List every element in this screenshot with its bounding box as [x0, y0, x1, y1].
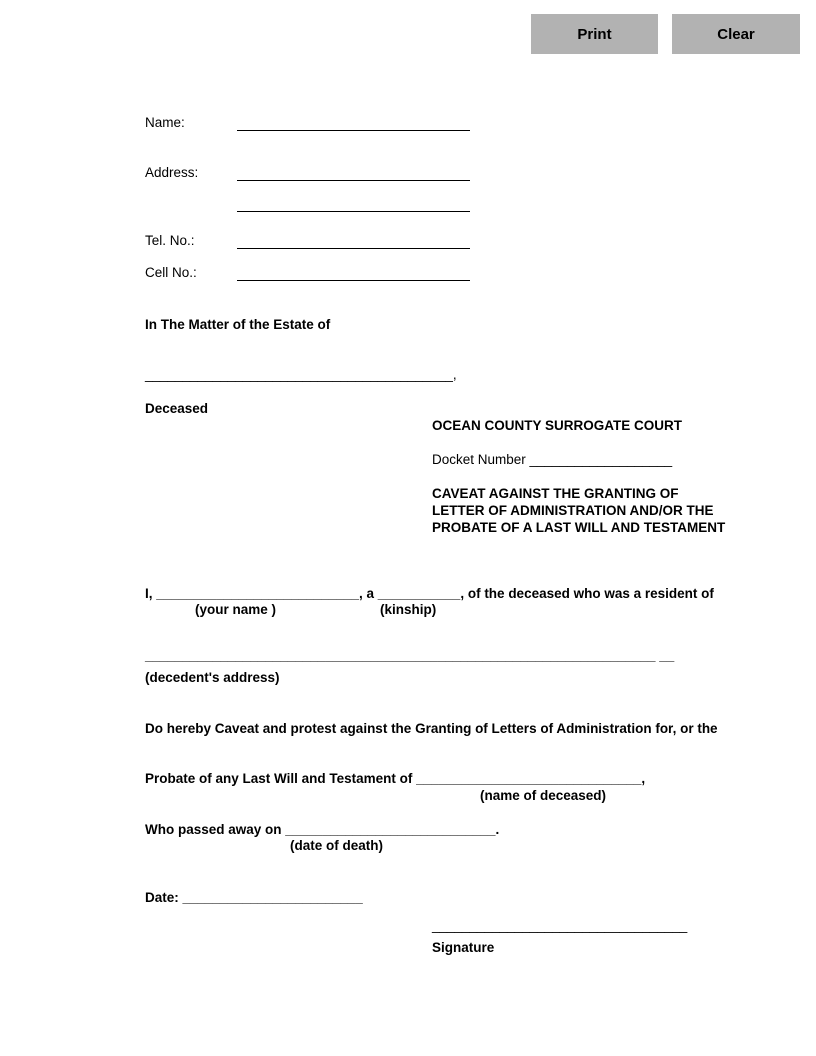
signature-label: Signature: [432, 940, 495, 955]
deceased-label: Deceased: [145, 401, 209, 416]
tel-label: Tel. No.:: [145, 233, 195, 248]
name-of-deceased-caption: (name of deceased): [480, 788, 607, 803]
caveat-statement-line1: I, ___________________________, a ___________, of the deceased who was a resident of: [145, 586, 714, 601]
address-field-1[interactable]: [237, 163, 470, 181]
address-field-2[interactable]: [237, 194, 470, 212]
decedent-address-blank[interactable]: ____________________________________________________________________ __: [145, 648, 675, 663]
docket-number-line[interactable]: Docket Number ___________________: [432, 452, 673, 467]
estate-name-blank[interactable]: _________________________________________,: [145, 367, 457, 382]
tel-field[interactable]: [237, 231, 470, 249]
caveat-statement-line2: Do hereby Caveat and protest against the Granting of Letters of Administration for, or the: [145, 721, 718, 736]
your-name-caption: (your name ): [195, 602, 277, 617]
estate-heading: In The Matter of the Estate of: [145, 317, 331, 332]
caveat-title: CAVEAT AGAINST THE GRANTING OF LETTER OF ADMINISTRATION AND/OR THE PROBATE OF A LAST WILL AND TESTAMENT: [432, 486, 726, 535]
court-name: OCEAN COUNTY SURROGATE COURT: [432, 418, 683, 433]
address-label: Address:: [145, 165, 199, 180]
caveat-statement-line3: Probate of any Last Will and Testament of ______________________________,: [145, 771, 646, 786]
date-of-death-caption: (date of death): [290, 838, 383, 853]
clear-button[interactable]: Clear: [672, 14, 800, 54]
signature-blank[interactable]: __________________________________: [432, 918, 688, 933]
name-field[interactable]: [237, 113, 470, 131]
cell-label: Cell No.:: [145, 265, 197, 280]
print-button[interactable]: Print: [531, 14, 658, 54]
decedent-address-caption: (decedent's address): [145, 670, 280, 685]
kinship-caption: (kinship): [380, 602, 437, 617]
name-label: Name:: [145, 115, 185, 130]
date-line[interactable]: Date: ________________________: [145, 890, 363, 905]
passed-away-line: Who passed away on ____________________________.: [145, 822, 500, 837]
cell-field[interactable]: [237, 263, 470, 281]
